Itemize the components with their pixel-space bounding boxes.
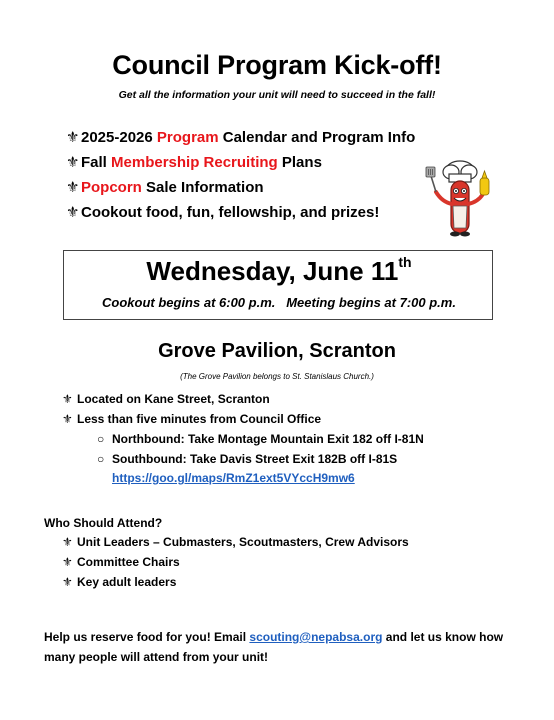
fleur-de-lis-icon: ⚜: [66, 154, 80, 171]
fleur-de-lis-icon: ⚜: [66, 129, 80, 146]
who-should-attend-heading: Who Should Attend?: [44, 516, 163, 530]
event-times: Cookout begins at 6:00 p.m. Meeting begins at 7:00 p.m.: [102, 295, 456, 310]
email-link[interactable]: scouting@nepabsa.org: [249, 630, 383, 644]
direction-item: ○ Southbound: Take Davis Street Exit 182B off I-81S: [97, 452, 398, 466]
location-item: ⚜ Located on Kane Street, Scranton: [62, 392, 270, 406]
location-item: ⚜ Less than five minutes from Council Office: [62, 412, 322, 426]
page-title: Council Program Kick-off!: [112, 50, 442, 80]
direction-item: ○ Northbound: Take Montage Mountain Exit 182 off I-81N: [97, 432, 424, 446]
venue-title: Grove Pavilion, Scranton: [158, 340, 396, 362]
fleur-de-lis-icon: ⚜: [62, 575, 73, 589]
date-ordinal-suffix: th: [398, 254, 412, 270]
fleur-de-lis-icon: ⚜: [66, 179, 80, 196]
attendee-item: ⚜ Unit Leaders – Cubmasters, Scoutmasters, Crew Advisors: [62, 535, 409, 549]
highlight-item: ⚜ Cookout food, fun, fellowship, and prizes!: [66, 204, 380, 221]
highlight-item: ⚜ Popcorn Sale Information: [66, 179, 264, 196]
circle-bullet-icon: ○: [97, 432, 105, 446]
page-subtitle: Get all the information your unit will need to succeed in the fall!: [118, 89, 436, 101]
fleur-de-lis-icon: ⚜: [62, 412, 73, 426]
venue-note: (The Grove Pavilion belongs to St. Stanislaus Church.): [180, 372, 374, 381]
fleur-de-lis-icon: ⚜: [62, 555, 73, 569]
attendee-item: ⚜ Committee Chairs: [62, 555, 180, 569]
event-date: Wednesday, June 11th: [146, 254, 412, 286]
map-link[interactable]: https://goo.gl/maps/RmZ1ext5VYccH9mw6: [112, 471, 355, 485]
attendee-item: ⚜ Key adult leaders: [62, 575, 177, 589]
highlight-item: ⚜ Fall Membership Recruiting Plans: [66, 154, 322, 171]
circle-bullet-icon: ○: [97, 452, 105, 466]
highlight-item: ⚜ 2025-2026 Program Calendar and Program Info: [66, 129, 416, 146]
fleur-de-lis-icon: ⚜: [66, 204, 80, 221]
fleur-de-lis-icon: ⚜: [62, 535, 73, 549]
chef-hotdog-mascot-icon: [420, 158, 498, 238]
event-date-box: [63, 250, 493, 320]
rsvp-note: Help us reserve food for you! Email scouting@nepabsa.org and let us know how many people will attend from your unit!: [44, 630, 504, 664]
fleur-de-lis-icon: ⚜: [62, 392, 73, 406]
